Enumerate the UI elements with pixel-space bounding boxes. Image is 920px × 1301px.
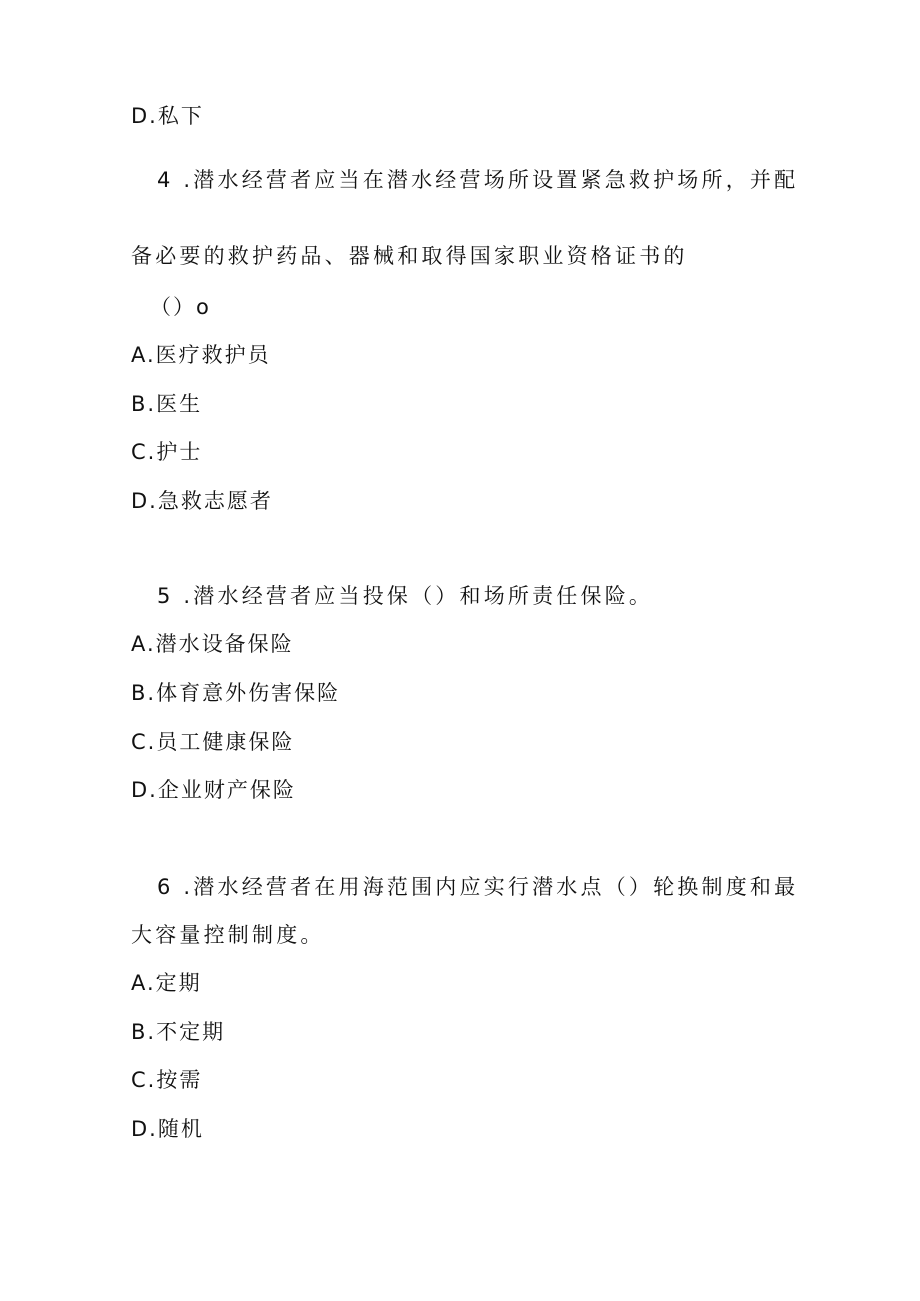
q5-option-c: C.员工健康保险 <box>131 730 295 754</box>
q6-text-line-2: 大容量控制制度。 <box>131 923 325 947</box>
q5-option-d: D.企业财产保险 <box>131 778 296 802</box>
q4-option-d: D.急救志愿者 <box>131 489 273 513</box>
q3-option-d: D.私下 <box>131 104 204 128</box>
q4-option-c: C.护士 <box>131 440 203 464</box>
q4-option-a: A.医疗救护员 <box>131 343 271 367</box>
q5-text: 5 .潜水经营者应当投保（）和场所责任保险。 <box>157 584 654 608</box>
q4-text-line-3: （）o <box>150 295 211 319</box>
q6-option-d: D.随机 <box>131 1117 204 1141</box>
q6-option-b: B.不定期 <box>131 1020 226 1044</box>
q6-option-c: C.按需 <box>131 1068 203 1092</box>
q4-option-b: B.医生 <box>131 392 203 416</box>
q4-text-line-1: 4 .潜水经营者应当在潜水经营场所设置紧急救护场所，并配 <box>157 168 799 192</box>
q5-option-b: B.体育意外伤害保险 <box>131 681 341 705</box>
q6-option-a: A.定期 <box>131 971 202 995</box>
q6-text-line-1: 6 .潜水经营者在用海范围内应实行潜水点（）轮换制度和最 <box>157 875 799 899</box>
q5-option-a: A.潜水设备保险 <box>131 632 294 656</box>
q4-text-line-2: 备必要的救护药品、器械和取得国家职业资格证书的 <box>131 244 688 268</box>
